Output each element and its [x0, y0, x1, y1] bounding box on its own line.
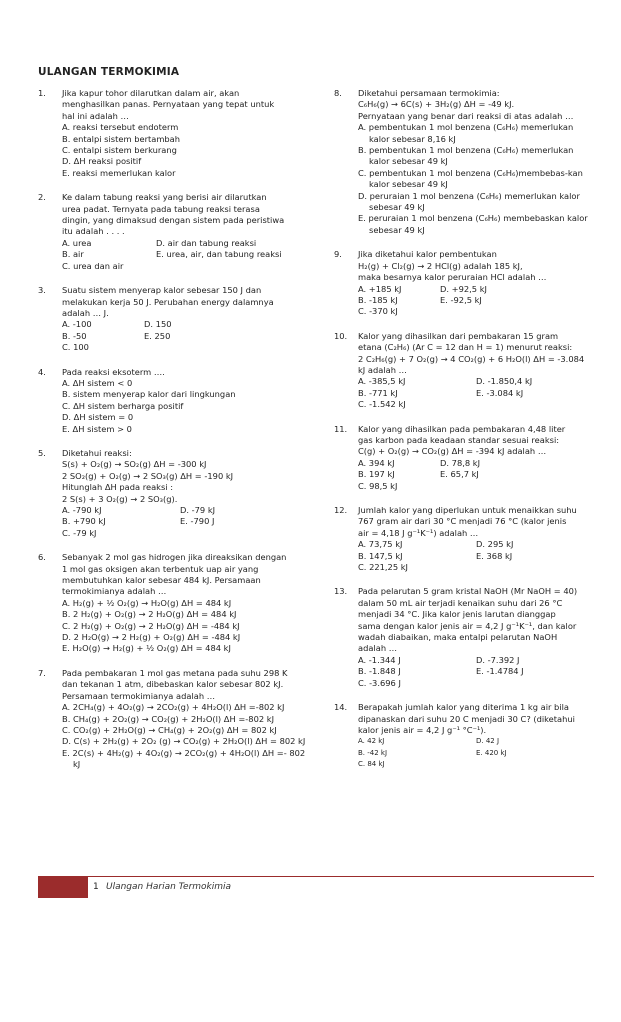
option[interactable]: D. 295 kJ: [476, 539, 514, 550]
option-empty: [476, 562, 596, 573]
question-text: membutuhkan kalor sebesar 484 kJ. Persamaan: [62, 575, 261, 586]
option[interactable]: C. ΔH sistem berharga positif: [62, 400, 184, 411]
option[interactable]: B. -42 kJ: [358, 748, 388, 757]
question-text: Jika diketahui kalor pembentukan: [358, 249, 497, 260]
option[interactable]: D. air dan tabung reaksi: [156, 237, 257, 248]
option[interactable]: A. 394 kJ: [358, 457, 395, 468]
footer-title: Ulangan Harian Termokimia: [106, 882, 232, 892]
option-empty: [476, 678, 596, 689]
question-text: Ke dalam tabung reaksi yang berisi air dilarutkan: [62, 192, 267, 203]
option[interactable]: B. -771 kJ: [358, 387, 398, 398]
question-text: H₂(g) + Cl₂(g) → 2 HCl(g) adalah 185 kJ,: [358, 260, 523, 271]
question-10: [334, 331, 596, 411]
question-text: urea padat. Ternyata pada tabung reaksi terasa: [62, 203, 260, 214]
option[interactable]: A. reaksi tersebut endoterm: [62, 122, 179, 133]
question-text: adalah …: [358, 643, 398, 654]
option[interactable]: C. -79 kJ: [62, 527, 97, 538]
option-empty: [440, 306, 596, 317]
option[interactable]: A. pembentukan 1 mol benzena (C₆H₆) memerlukan kalor sebesar 8,16 kJ: [358, 122, 574, 144]
question-text: etana (C₂H₆) (Ar C = 12 dan H = 1) menurut reaksi:: [358, 342, 573, 353]
question-number: 9.: [334, 249, 342, 260]
option[interactable]: E. 250: [144, 330, 171, 341]
option[interactable]: E. 2C(s) + 4H₂(g) + 4O₂(g) → 2CO₂(g) + 4H₂O(l) ΔH =- 802 kJ: [62, 747, 306, 770]
question-text: Berapakah jumlah kalor yang diterima 1 kg air bila: [358, 702, 570, 713]
option[interactable]: C. -1.542 kJ: [358, 399, 406, 410]
option[interactable]: B. -50: [62, 330, 87, 341]
option[interactable]: C. 2 H₂(g) + O₂(g) → 2 H₂O(g) ΔH = -484 kJ: [62, 620, 240, 631]
option[interactable]: B. sistem menyerap kalor dari lingkungan: [62, 389, 236, 400]
option[interactable]: A. -790 kJ: [62, 505, 102, 515]
question-number: 11.: [334, 423, 348, 434]
question-1: [38, 88, 310, 179]
question-number: 8.: [334, 88, 342, 98]
question-text: Pernyataan yang benar dari reaksi di atas adalah …: [358, 110, 574, 121]
option[interactable]: B. +790 kJ: [62, 516, 106, 527]
question-number: 10.: [334, 330, 348, 341]
question-text: Kalor yang dihasilkan dari pembakaran 15 gram: [358, 330, 559, 341]
question-text: gas karbon pada keadaan standar sesuai reaksi:: [358, 434, 560, 445]
question-3: [38, 285, 310, 353]
question-text: 1 mol gas oksigen akan terbentuk uap air yang: [62, 563, 259, 574]
question-text: itu adalah . . . .: [62, 226, 125, 237]
option[interactable]: E. peruraian 1 mol benzena (C₆H₆) membebaskan kalor sebesar 49 kJ: [358, 213, 588, 235]
question-12: [334, 505, 596, 573]
option[interactable]: D. 78,8 kJ: [440, 457, 481, 468]
question-text: dingin, yang dimaksud dengan sistem pada peristiwa: [62, 215, 285, 226]
option[interactable]: D. peruraian 1 mol benzena (C₆H₆) memerlukan kalor sebesar 49 kJ: [358, 190, 580, 213]
option[interactable]: B. -185 kJ: [358, 294, 398, 305]
option[interactable]: A. -385,5 kJ: [358, 376, 406, 387]
question-text: hal ini adalah …: [62, 110, 129, 121]
option[interactable]: B. entalpi sistem bertambah: [62, 133, 181, 144]
option[interactable]: D. -1.850,4 kJ: [476, 376, 533, 387]
option-empty: [180, 528, 310, 539]
option[interactable]: A. -100: [62, 319, 92, 330]
question-number: 6.: [38, 552, 46, 563]
question-14: [334, 702, 596, 770]
question-text: dan tekanan 1 atm, dibebaskan kalor sebesar 802 kJ.: [62, 679, 284, 690]
page-number: 1: [93, 882, 99, 892]
question-text: Diketahui persamaan termokimia:: [358, 88, 500, 98]
question-text: Persamaan termokimianya adalah …: [62, 690, 216, 701]
question-5: [38, 448, 310, 539]
question-text: menghasilkan panas. Pernyataan yang tepat untuk: [62, 99, 275, 110]
page-footer: [38, 876, 594, 898]
option[interactable]: B. -1.848 J: [358, 666, 401, 677]
question-number: 13.: [334, 586, 348, 597]
option-empty: [476, 759, 596, 770]
question-number: 4.: [38, 366, 46, 377]
option[interactable]: D. C(s) + 2H₂(g) + 2O₂ (g) → CO₂(g) + 2H₂O(l) ΔH = 802 kJ: [62, 736, 306, 747]
question-number: 3.: [38, 285, 46, 296]
option-empty: [476, 399, 596, 410]
option[interactable]: C. urea dan air: [62, 260, 124, 271]
option[interactable]: D. ΔH reaksi positif: [62, 156, 142, 167]
question-number: 2.: [38, 192, 46, 203]
question-text: dalam 50 mL air terjadi kenaikan suhu dari 26 °C: [358, 597, 563, 608]
footer-rule: [88, 876, 594, 877]
option-empty: [440, 481, 596, 492]
footer-accent-bar: [38, 876, 88, 898]
option[interactable]: A. H₂(g) + ½ O₂(g) → H₂O(g) ΔH = 484 kJ: [62, 597, 232, 608]
option[interactable]: E. ΔH sistem > 0: [62, 423, 132, 434]
question-8: [334, 88, 596, 236]
question-text: sama dengan kalor jenis air = 4,2 J g⁻¹K⁻¹, dan kalor: [358, 620, 577, 631]
question-number: 5.: [38, 447, 46, 458]
question-text: 767 gram air dari 30 °C menjadi 76 °C (kalor jenis: [358, 516, 567, 527]
question-text: dipanaskan dari suhu 20 C menjadi 30 C? (diketahui: [358, 713, 575, 724]
page-title: ULANGAN TERMOKIMIA: [38, 66, 180, 78]
option[interactable]: B. 197 kJ: [358, 469, 395, 480]
question-text: Suatu sistem menyerap kalor sebesar 150 J dan: [62, 285, 262, 296]
option[interactable]: D. ΔH sistem = 0: [62, 412, 134, 423]
option[interactable]: A. 2CH₄(g) + 4O₂(g) → 2CO₂(g) + 4H₂O(l) ΔH =-802 kJ: [62, 702, 285, 713]
option[interactable]: C. entalpi sistem berkurang: [62, 145, 177, 156]
option[interactable]: E. urea, air, dan tabung reaksi: [156, 249, 282, 260]
question-text: 2 SO₂(g) + O₂(g) → 2 SO₃(g) ΔH = -190 kJ: [62, 470, 234, 481]
question-text: 2 C₂H₆(g) + 7 O₂(g) → 4 CO₂(g) + 6 H₂O(l) ΔH = -3.084: [358, 353, 585, 364]
question-text: adalah … J.: [62, 307, 109, 318]
option[interactable]: E. 65,7 kJ: [440, 469, 479, 480]
question-text: Pada reaksi eksoterm ….: [62, 366, 165, 377]
question-4: [38, 367, 310, 435]
question-text: wadah diabaikan, maka entalpi pelarutan NaOH: [358, 632, 558, 643]
option[interactable]: C. 221,25 kJ: [358, 562, 408, 573]
question-2: [38, 192, 310, 272]
option[interactable]: E. -3.084 kJ: [476, 387, 524, 398]
option[interactable]: A. 42 kJ: [358, 737, 385, 746]
question-number: 1.: [38, 88, 46, 98]
question-text: menjadi 34 °C. Jika kalor jenis larutan dianggap: [358, 609, 556, 620]
question-13: [334, 586, 596, 689]
left-column: [38, 88, 310, 784]
question-text: Jumlah kalor yang diperlukan untuk menaikkan suhu: [358, 505, 577, 515]
option[interactable]: B. 2 H₂(g) + O₂(g) → 2 H₂O(g) ΔH = 484 kJ: [62, 609, 237, 620]
option[interactable]: E. 368 kJ: [476, 550, 513, 561]
question-text: termokimianya adalah …: [62, 586, 167, 597]
option[interactable]: E. H₂O(g) → H₂(g) + ½ O₂(g) ΔH = 484 kJ: [62, 643, 231, 654]
option[interactable]: A. -1.344 J: [358, 654, 401, 665]
option[interactable]: E. -92,5 kJ: [440, 294, 482, 305]
option[interactable]: A. urea: [62, 237, 92, 248]
option[interactable]: E. 420 kJ: [476, 748, 507, 757]
question-text: maka besarnya kalor peruraian HCl adalah …: [358, 272, 547, 283]
question-number: 14.: [334, 702, 348, 713]
option[interactable]: C. -3.696 J: [358, 677, 401, 688]
option[interactable]: D. 2 H₂O(g) → 2 H₂(g) + O₂(g) ΔH = -484 kJ: [62, 632, 241, 643]
option[interactable]: B. CH₄(g) + 2O₂(g) → CO₂(g) + 2H₂O(l) ΔH =-802 kJ: [62, 713, 275, 724]
question-number: 7.: [38, 667, 46, 678]
option[interactable]: C. 98,5 kJ: [358, 480, 398, 491]
question-6: [38, 552, 310, 655]
question-text: C(g) + O₂(g) → CO₂(g) ΔH = -394 kJ adalah …: [358, 446, 547, 457]
question-text: C₆H₆(g) → 6C(s) + 3H₂(g) ΔH = -49 kJ.: [358, 99, 515, 110]
question-text: Hitunglah ΔH pada reaksi :: [62, 482, 174, 493]
option[interactable]: E. -1.4784 J: [476, 666, 524, 677]
question-text: melakukan kerja 50 J. Perubahan energy dalamnya: [62, 296, 274, 307]
right-column: [334, 88, 596, 784]
option-empty: [156, 261, 310, 272]
option[interactable]: D. -7.392 J: [476, 654, 520, 665]
question-text: Jika kapur tohor dilarutkan dalam air, akan: [62, 88, 240, 98]
option-empty: [144, 342, 310, 353]
option[interactable]: E. -790 J: [180, 516, 215, 527]
option[interactable]: B. air: [62, 249, 84, 260]
question-text: Sebanyak 2 mol gas hidrogen jika direaksikan dengan: [62, 552, 287, 563]
question-text: Kalor yang dihasilkan pada pembakaran 4,48 liter: [358, 423, 566, 434]
question-text: kalor jenis air = 4,2 J g⁻¹ °C⁻¹).: [358, 724, 487, 735]
question-text: Pada pembakaran 1 mol gas metana pada suhu 298 K: [62, 667, 288, 678]
question-text: air = 4,18 J g⁻¹K⁻¹) adalah …: [358, 527, 479, 538]
option[interactable]: B. 147,5 kJ: [358, 550, 403, 561]
option[interactable]: C. pembentukan 1 mol benzena (C₆H₆)membebas-kan kalor sebesar 49 kJ: [358, 167, 583, 190]
option[interactable]: E. reaksi memerlukan kalor: [62, 167, 176, 178]
option[interactable]: D. 42 J: [476, 737, 500, 746]
option[interactable]: A. +185 kJ: [358, 283, 402, 294]
option[interactable]: C. 100: [62, 342, 89, 353]
question-text: Pada pelarutan 5 gram kristal NaOH (Mr NaOH = 40): [358, 586, 578, 597]
option[interactable]: C. CO₂(g) + 2H₂O(g) → CH₄(g) + 2O₂(g) ΔH = 802 kJ: [62, 724, 277, 735]
option[interactable]: C. 84 kJ: [358, 760, 385, 769]
option[interactable]: D. +92,5 kJ: [440, 283, 487, 294]
option[interactable]: D. -79 kJ: [180, 505, 216, 515]
question-9: [334, 249, 596, 317]
question-text: S(s) + O₂(g) → SO₂(g) ΔH = -300 kJ: [62, 459, 207, 470]
option[interactable]: C. -370 kJ: [358, 306, 398, 317]
question-11: [334, 424, 596, 492]
option[interactable]: D. 150: [144, 319, 172, 330]
option[interactable]: B. pembentukan 1 mol benzena (C₆H₆) memerlukan kalor sebesar 49 kJ: [358, 145, 574, 167]
question-text: 2 S(s) + 3 O₂(g) → 2 SO₃(g).: [62, 493, 178, 504]
question-number: 12.: [334, 505, 348, 515]
question-text: kJ adalah …: [358, 364, 407, 375]
option[interactable]: A. 73,75 kJ: [358, 539, 403, 550]
option[interactable]: A. ΔH sistem < 0: [62, 377, 133, 388]
question-text: Diketahui reaksi:: [62, 447, 132, 458]
question-7: [38, 668, 310, 771]
